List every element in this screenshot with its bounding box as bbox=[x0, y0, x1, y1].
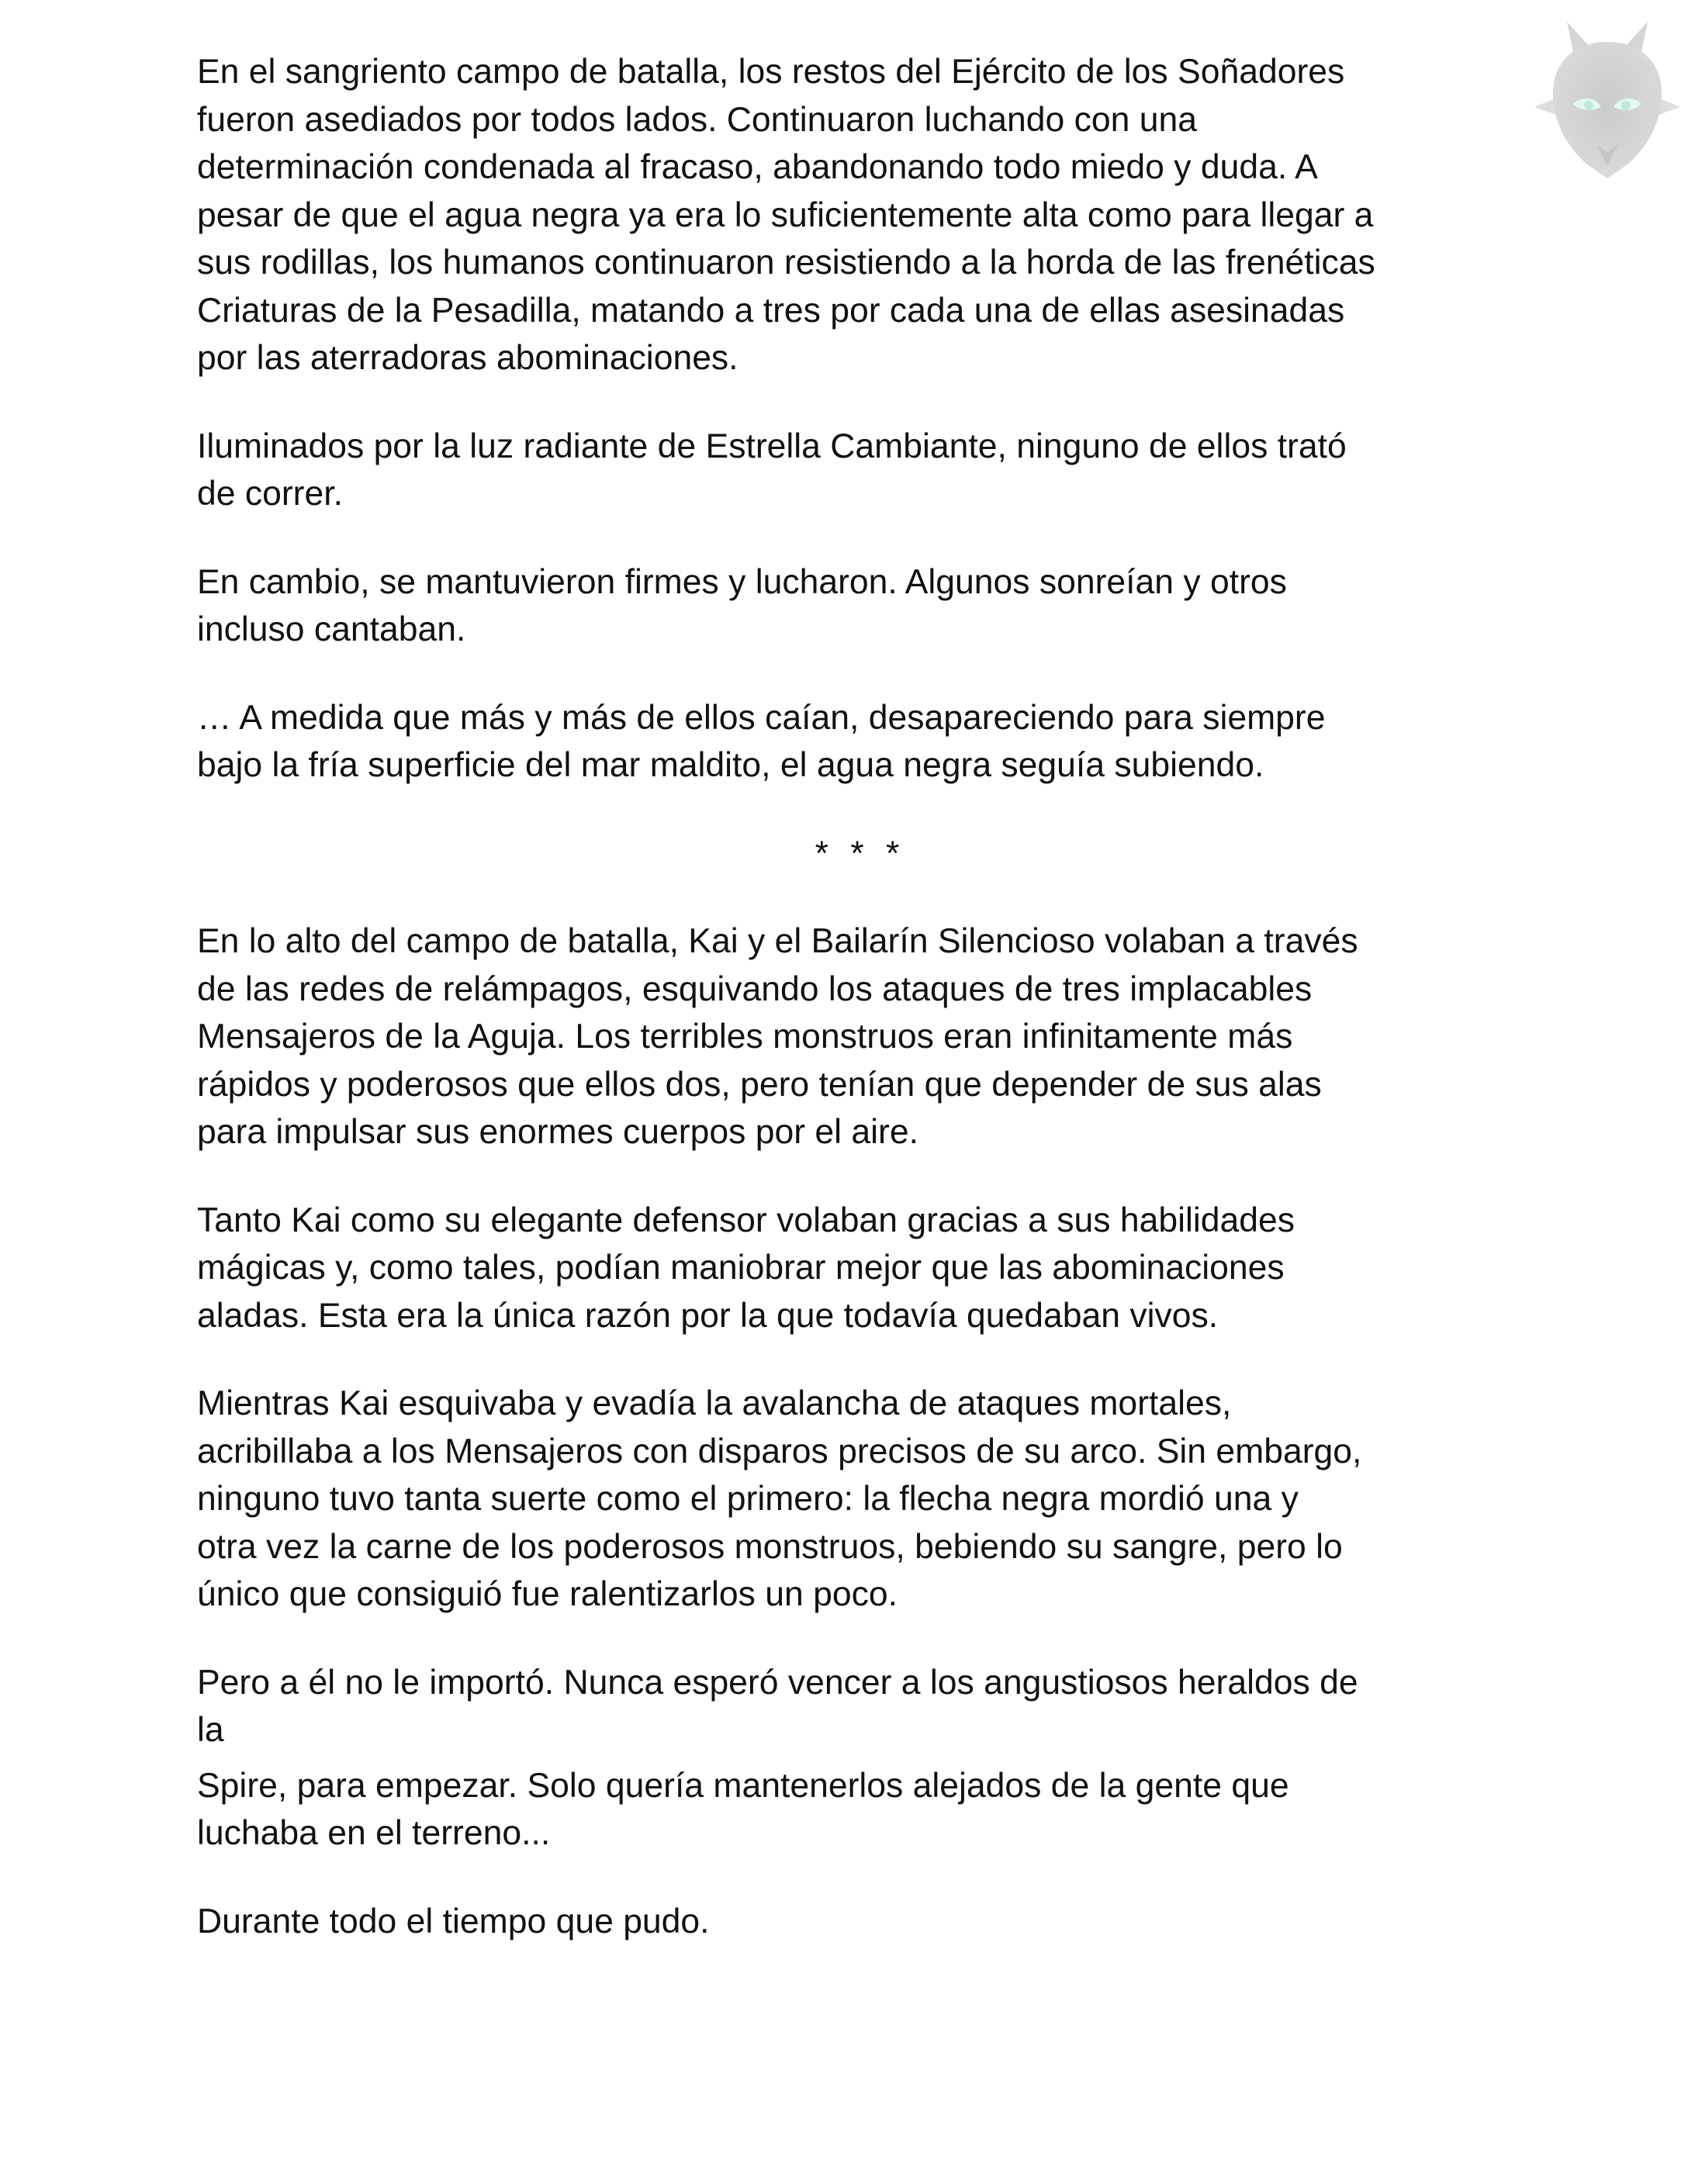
paragraph-2: Iluminados por la luz radiante de Estrella Cambiante, ninguno de ellos trató de correr. bbox=[197, 427, 1347, 513]
paragraph-6: Tanto Kai como su elegante defensor volaban gracias a sus habilidades mágicas y, como tales, podían maniobrar mejor que las abominaciones aladas. Esta era la única razón por la que todavía quedaban vivos. bbox=[197, 1201, 1295, 1335]
paragraph-7: Mientras Kai esquivaba y evadía la avalancha de ataques mortales, acribillaba a los Mensajeros con disparos precisos de su arco. Sin embargo, ninguno tuvo tanta suerte como el primero: la flecha negra mordió una y otra vez la carne de los poderosos monstruos, bebiendo su sangre, pero lo único que consiguió fue ralentizarlos un poco. bbox=[197, 1384, 1362, 1613]
paragraph-8: Pero a él no le importó. Nunca esperó vencer a los angustiosos heraldos de la bbox=[197, 1663, 1358, 1749]
horned-mask-logo-icon bbox=[1530, 12, 1685, 189]
paragraph-3: En cambio, se mantuvieron firmes y lucharon. Algunos sonreían y otros incluso cantaban. bbox=[197, 562, 1287, 648]
paragraph-1: En el sangriento campo de batalla, los restos del Ejército de los Soñadores fueron asediados por todos lados. Continuaron luchando con una determinación condenada al fracaso, abandonando todo miedo y duda. A pesar de que el agua negra ya era lo suficientemente alta como para llegar a sus rodillas, los humanos continuaron resistiendo a la horda de las frenéticas Criaturas de la Pesadilla, matando a tres por cada una de ellas asesinadas por las aterradoras abominaciones. bbox=[197, 53, 1375, 377]
paragraph-5: En lo alto del campo de batalla, Kai y el Bailarín Silencioso volaban a través de las redes de relámpagos, esquivando los ataques de tres implacables Mensajeros de la Aguja. Los terribles monstruos eran infinitamente más rápidos y poderosos que ellos dos, pero tenían que depender de sus alas para impulsar sus enormes cuerpos por el aire. bbox=[197, 922, 1358, 1151]
document-body bbox=[197, 48, 1500, 1985]
scene-separator: * * * bbox=[815, 834, 906, 873]
paragraph-9: Spire, para empezar. Solo quería mantenerlos alejados de la gente que luchaba en el terreno... bbox=[197, 1766, 1289, 1852]
paragraph-4: … A medida que más y más de ellos caían, desapareciendo para siempre bajo la fría superficie del mar maldito, el agua negra seguía subiendo. bbox=[197, 698, 1326, 784]
paragraph-10: Durante todo el tiempo que pudo. bbox=[197, 1902, 710, 1940]
